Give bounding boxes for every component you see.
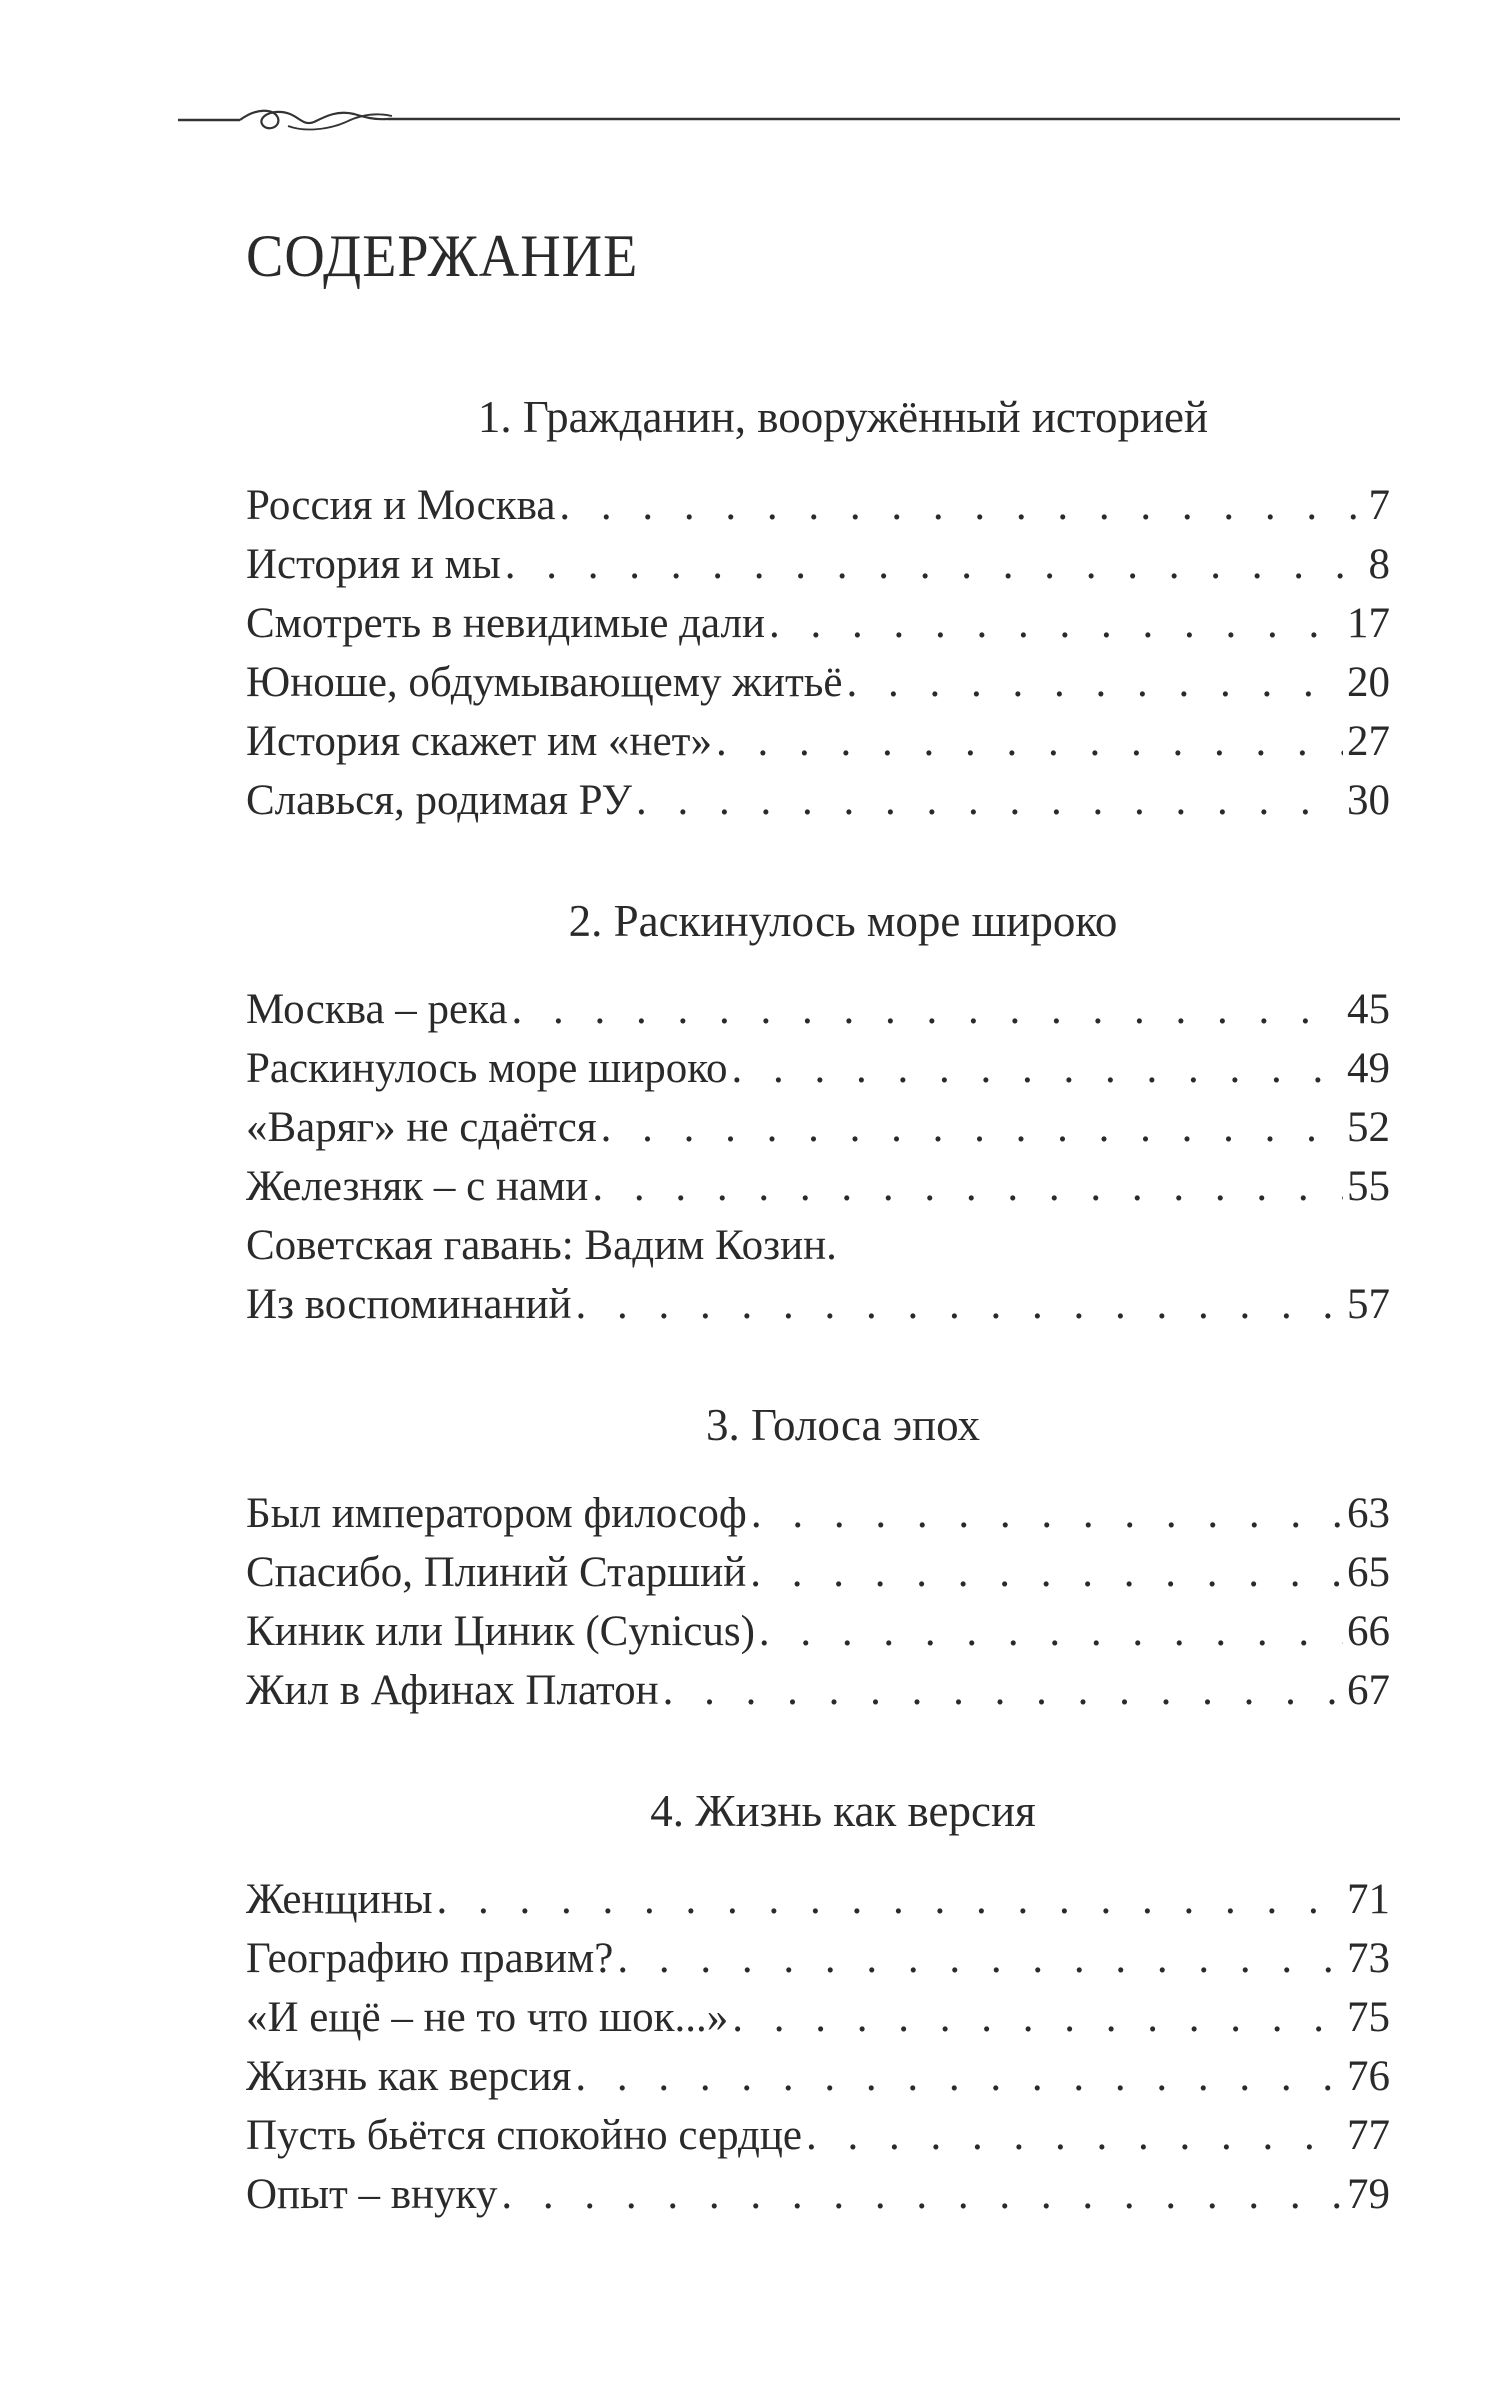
toc-entry	[246, 1661, 1390, 1720]
dot-leader	[505, 535, 1365, 594]
entry-title: Опыт – внуку	[246, 2171, 498, 2218]
entry-title: Москва – река	[246, 986, 508, 1033]
entry-page: 63	[1347, 1490, 1390, 1537]
entry-page: 30	[1347, 777, 1390, 824]
dot-leader	[575, 2047, 1343, 2106]
entry-title: «И ещё – не то что шок...»	[246, 1994, 729, 2041]
entry-page: 67	[1347, 1667, 1390, 1714]
dot-leader	[759, 1602, 1343, 1661]
toc-section-1	[246, 388, 1390, 830]
entry-page: 8	[1368, 541, 1390, 588]
entry-title: История и мы	[246, 541, 501, 588]
toc-entry	[246, 1216, 1390, 1334]
dot-leader	[436, 1870, 1343, 1929]
section-heading: 3. Голоса эпох	[705, 1400, 981, 1450]
dot-leader	[716, 712, 1343, 771]
entry-title: Смотреть в невидимые дали	[246, 600, 765, 647]
dot-leader	[663, 1661, 1343, 1720]
toc-entry	[246, 535, 1390, 594]
dot-leader	[601, 1098, 1343, 1157]
entry-title: Был императором философ	[246, 1490, 747, 1537]
entry-title: Россия и Москва	[246, 482, 556, 529]
dot-leader	[751, 1484, 1343, 1543]
entry-page: 45	[1347, 986, 1390, 1033]
page-title: СОДЕРЖАНИЕ	[246, 223, 639, 291]
entry-title: Жил в Афинах Платон	[246, 1667, 659, 1714]
toc-entry	[246, 1157, 1390, 1216]
entry-page: 73	[1347, 1935, 1390, 1982]
dot-leader	[806, 2106, 1343, 2165]
toc-entry	[246, 2047, 1390, 2106]
entry-title: Железняк – с нами	[246, 1163, 589, 1210]
entry-page: 20	[1347, 659, 1390, 706]
entry-title: Киник или Циник (Cynicus)	[246, 1608, 755, 1655]
section-heading: 2. Раскинулось море широко	[568, 896, 1118, 946]
entry-title: Спасибо, Плиний Старший	[246, 1549, 747, 1596]
entry-page: 66	[1347, 1608, 1390, 1655]
entry-page: 79	[1347, 2171, 1390, 2218]
section-heading: 4. Жизнь как версия	[650, 1786, 1036, 1836]
toc-entry	[246, 476, 1390, 535]
entry-title: Жизнь как версия	[246, 2053, 572, 2100]
section-heading: 1. Гражданин, вооружённый историей	[477, 392, 1209, 442]
entry-page: 65	[1347, 1549, 1390, 1596]
dot-leader	[501, 2165, 1343, 2224]
entry-title: «Варяг» не сдаётся	[246, 1104, 597, 1151]
entry-page: 75	[1347, 1994, 1390, 2041]
toc-entry	[246, 1484, 1390, 1543]
toc-entry	[246, 1929, 1390, 1988]
toc-entry	[246, 980, 1390, 1039]
entry-title-continued: Из воспоминаний	[246, 1281, 572, 1328]
dot-leader	[576, 1275, 1343, 1334]
entry-page: 7	[1368, 482, 1390, 529]
dot-leader	[592, 1157, 1343, 1216]
header-ornament	[178, 102, 1400, 142]
toc-entry	[246, 771, 1390, 830]
entry-page: 17	[1347, 600, 1390, 647]
table-of-contents	[246, 388, 1390, 2286]
toc-entry	[246, 1602, 1390, 1661]
entry-page: 71	[1347, 1876, 1390, 1923]
toc-section-3	[246, 1396, 1390, 1720]
entry-title: Славься, родимая РУ	[246, 777, 632, 824]
toc-entry	[246, 1098, 1390, 1157]
toc-entry	[246, 1543, 1390, 1602]
entry-page: 76	[1347, 2053, 1390, 2100]
toc-entry	[246, 1988, 1390, 2047]
entry-page: 57	[1347, 1281, 1390, 1328]
toc-entry	[246, 594, 1390, 653]
toc-entry	[246, 1870, 1390, 1929]
toc-entry	[246, 1039, 1390, 1098]
entry-title: Женщины	[246, 1876, 433, 1923]
dot-leader	[731, 1039, 1343, 1098]
dot-leader	[511, 980, 1343, 1039]
toc-section-4	[246, 1782, 1390, 2224]
entry-title: Раскинулось море широко	[246, 1045, 728, 1092]
dot-leader	[732, 1988, 1343, 2047]
entry-page: 55	[1347, 1163, 1390, 1210]
toc-section-2	[246, 892, 1390, 1334]
toc-entry	[246, 653, 1390, 712]
entry-page: 49	[1347, 1045, 1390, 1092]
dot-leader	[636, 771, 1343, 830]
dot-leader	[617, 1929, 1343, 1988]
toc-entry	[246, 2165, 1390, 2224]
entry-page: 52	[1347, 1104, 1390, 1151]
toc-entry	[246, 2106, 1390, 2165]
entry-title: Юноше, обдумывающему житьё	[246, 659, 843, 706]
entry-title: Географию правим?	[246, 1935, 614, 1982]
entry-page: 77	[1347, 2112, 1390, 2159]
dot-leader	[750, 1543, 1343, 1602]
entry-title: Пусть бьётся спокойно сердце	[246, 2112, 802, 2159]
dot-leader	[769, 594, 1343, 653]
entry-page: 27	[1347, 718, 1390, 765]
entry-title: История скажет им «нет»	[246, 718, 712, 765]
entry-title: Советская гавань: Вадим Козин.	[246, 1222, 837, 1269]
dot-leader	[559, 476, 1364, 535]
dot-leader	[846, 653, 1343, 712]
toc-entry	[246, 712, 1390, 771]
